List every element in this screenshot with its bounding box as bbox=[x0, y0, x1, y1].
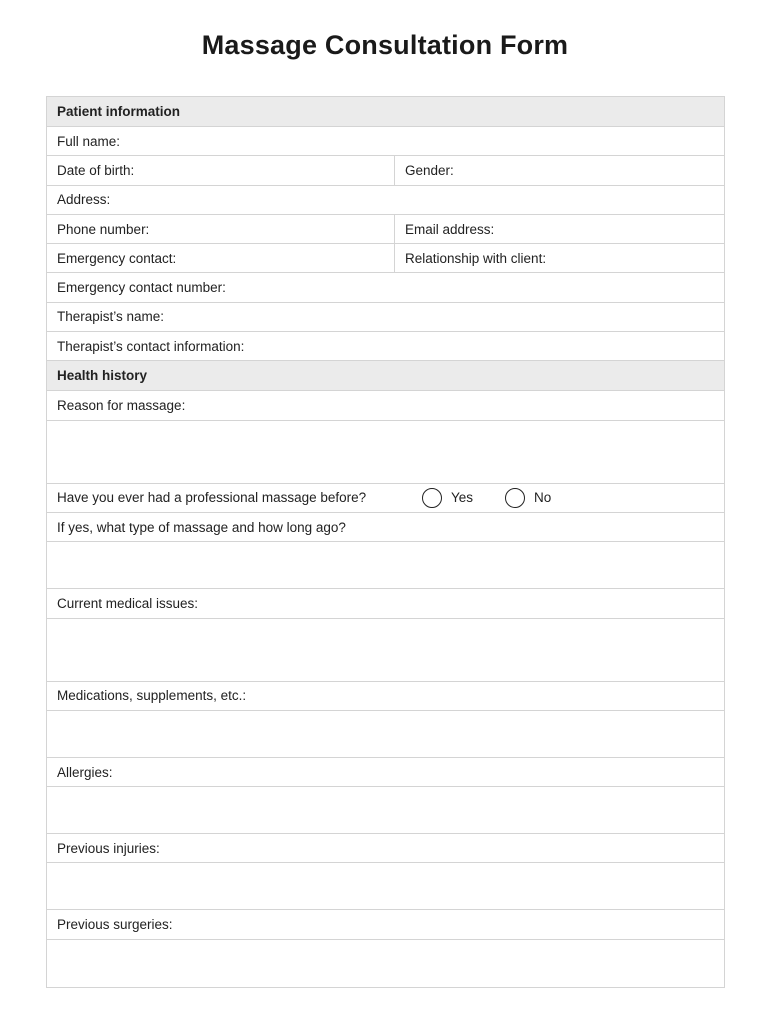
field-label: Address: bbox=[57, 192, 111, 208]
yes-label: Yes bbox=[451, 490, 474, 506]
injuries-label-row bbox=[47, 834, 724, 863]
surgeries-input-area[interactable] bbox=[47, 940, 724, 987]
radio-circle-icon[interactable] bbox=[422, 488, 442, 508]
section-health-history bbox=[47, 361, 724, 391]
injuries-input-area[interactable] bbox=[47, 863, 724, 910]
date-of-birth-field[interactable]: Date of birth: bbox=[47, 156, 395, 184]
field-label: Reason for massage: bbox=[57, 398, 186, 414]
prior-massage-question: Have you ever had a professional massage before? bbox=[57, 490, 367, 506]
field-label: If yes, what type of massage and how long ago? bbox=[57, 519, 346, 535]
yes-option[interactable] bbox=[422, 488, 473, 508]
consultation-form bbox=[46, 96, 725, 988]
medications-label-row bbox=[47, 682, 724, 711]
field-label: Allergies: bbox=[57, 764, 113, 780]
field-label: Current medical issues: bbox=[57, 595, 199, 611]
therapist-name-field[interactable] bbox=[47, 303, 724, 332]
section-title: Patient information bbox=[57, 104, 181, 119]
phone-email-row bbox=[47, 215, 724, 244]
field-label: Medications, supplements, etc.: bbox=[57, 688, 247, 704]
field-label: Previous injuries: bbox=[57, 840, 160, 856]
emergency-relationship-row bbox=[47, 244, 724, 273]
no-label: No bbox=[534, 490, 552, 506]
type-input-area[interactable] bbox=[47, 542, 724, 589]
reason-label-row bbox=[47, 391, 724, 420]
section-title: Health history bbox=[57, 368, 148, 384]
allergies-label-row bbox=[47, 758, 724, 787]
no-option[interactable] bbox=[505, 488, 551, 508]
surgeries-label-row bbox=[47, 910, 724, 939]
medical-issues-label-row bbox=[47, 589, 724, 618]
field-label: Therapist’s name: bbox=[57, 309, 165, 325]
relationship-field[interactable]: Relationship with client: bbox=[405, 250, 547, 266]
dob-gender-row bbox=[47, 156, 724, 185]
allergies-input-area[interactable] bbox=[47, 787, 724, 834]
prior-massage-row bbox=[47, 484, 724, 513]
field-label: Emergency contact number: bbox=[57, 280, 226, 296]
gender-field[interactable]: Gender: bbox=[405, 162, 454, 178]
emergency-contact-number-field[interactable] bbox=[47, 273, 724, 302]
field-label: Previous surgeries: bbox=[57, 917, 173, 933]
field-label: Therapist’s contact information: bbox=[57, 338, 245, 354]
emergency-contact-field[interactable]: Emergency contact: bbox=[47, 244, 395, 272]
medications-input-area[interactable] bbox=[47, 711, 724, 758]
reason-input-area[interactable] bbox=[47, 421, 724, 484]
address-field[interactable] bbox=[47, 186, 724, 215]
full-name-field[interactable] bbox=[47, 127, 724, 156]
phone-number-field[interactable]: Phone number: bbox=[47, 215, 395, 243]
radio-circle-icon[interactable] bbox=[505, 488, 525, 508]
page-title: Massage Consultation Form bbox=[201, 30, 569, 60]
medical-issues-input-area[interactable] bbox=[47, 619, 724, 682]
therapist-contact-field[interactable] bbox=[47, 332, 724, 361]
email-address-field[interactable]: Email address: bbox=[405, 221, 495, 237]
section-patient-information bbox=[47, 97, 724, 127]
field-label: Full name: bbox=[57, 133, 121, 149]
type-label-row bbox=[47, 513, 724, 542]
